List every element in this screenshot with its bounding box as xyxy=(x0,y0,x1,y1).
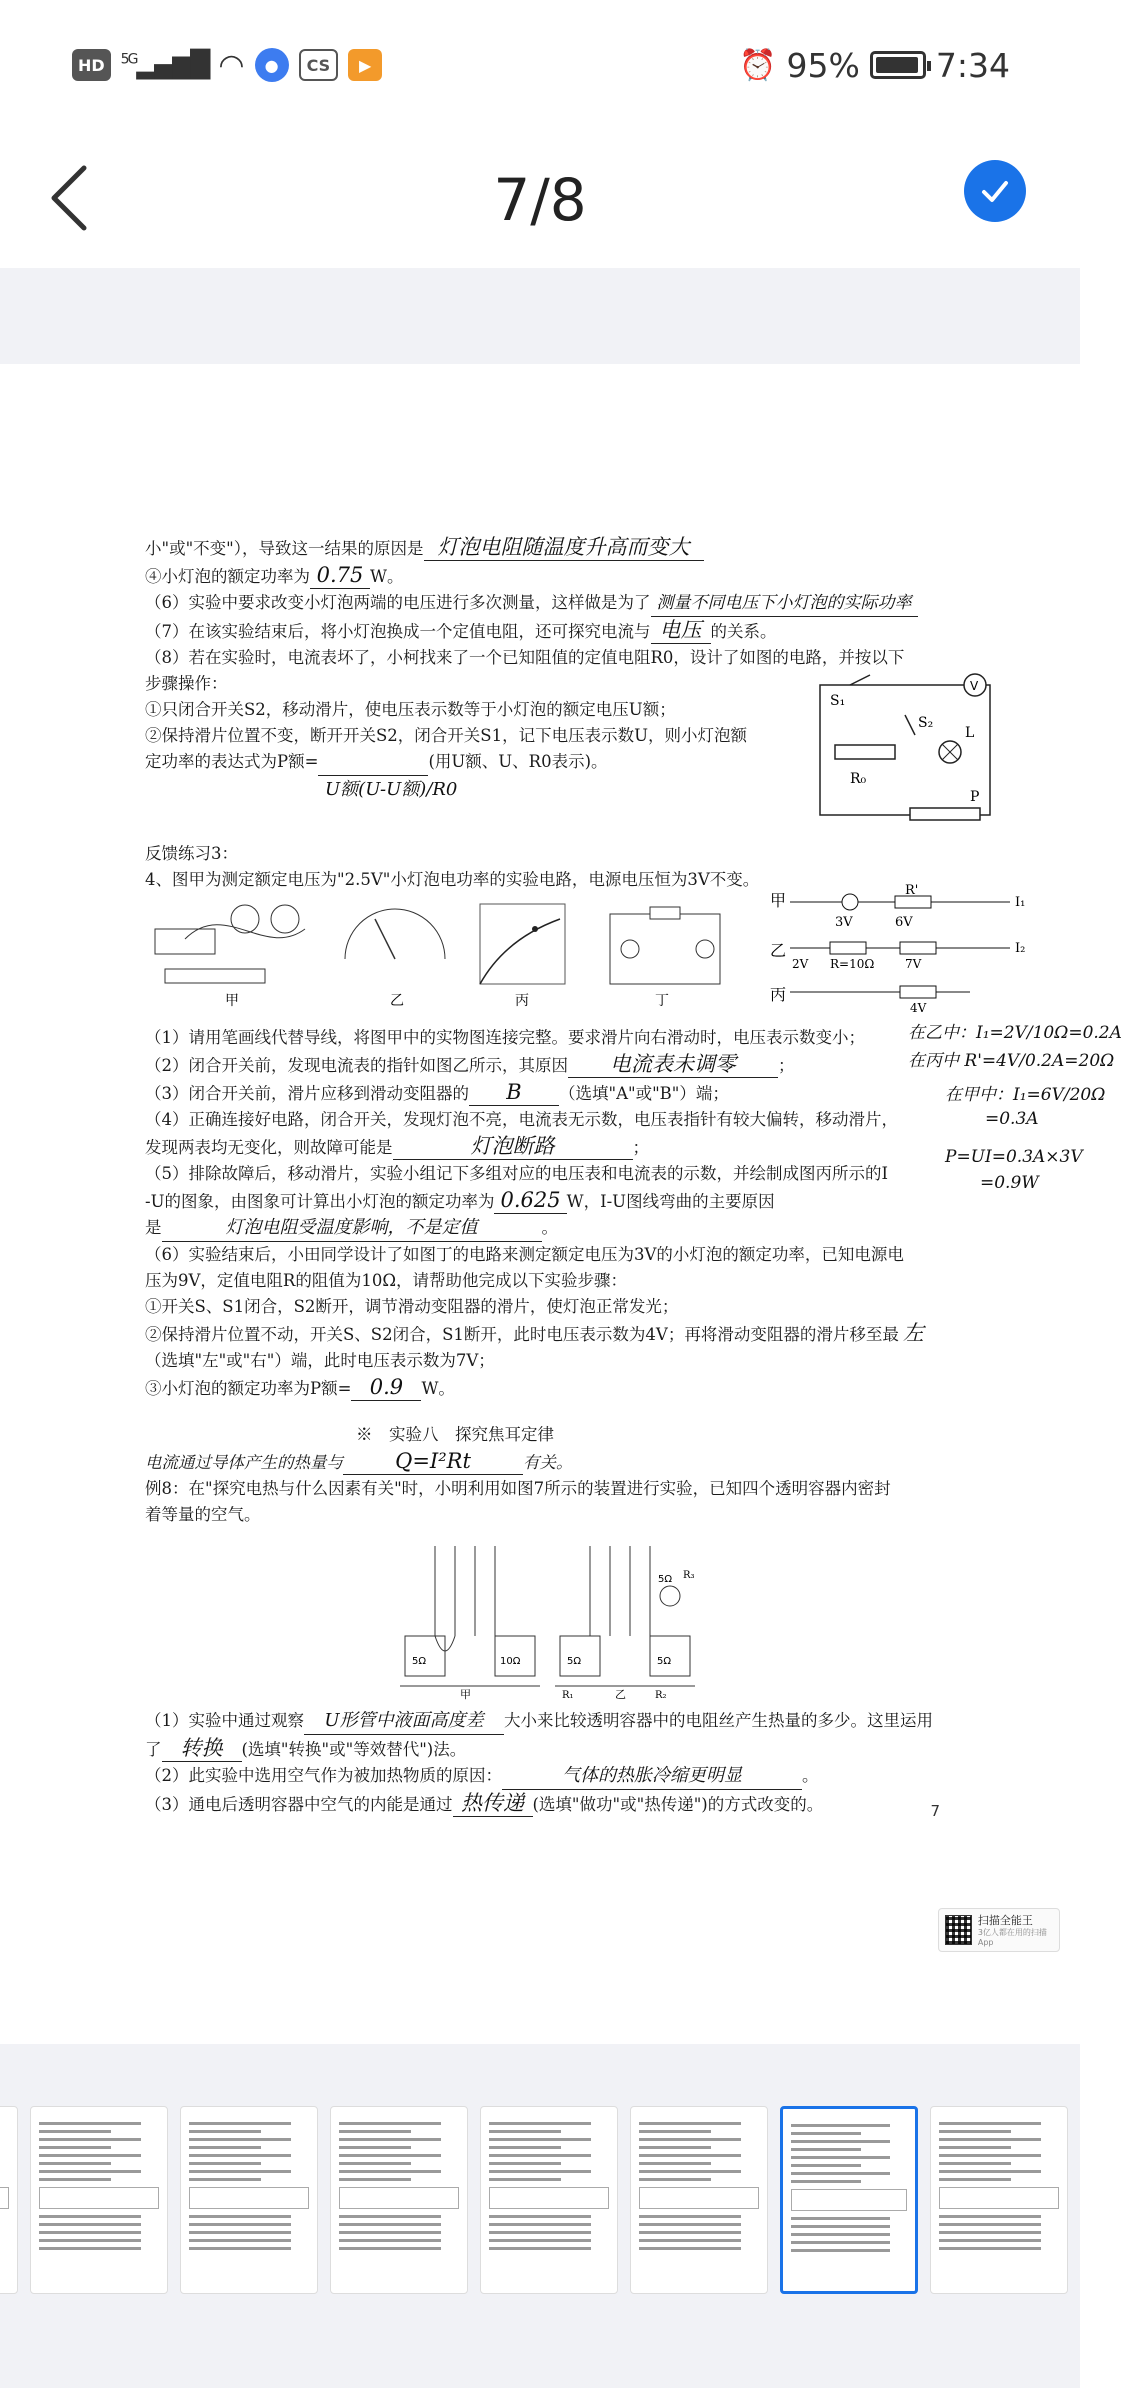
figure-7-joule xyxy=(145,1528,1015,1708)
watermark-subtitle: 3亿人都在用的扫描App xyxy=(977,1927,1047,1947)
figure-ding-circuit xyxy=(600,899,730,1009)
page-thumbnail[interactable] xyxy=(480,2106,618,2294)
status-bar xyxy=(0,0,1080,130)
top-nav xyxy=(0,130,1080,270)
status-right xyxy=(739,46,1010,85)
doc-line: （5）排除故障后，移动滑片，实验小组记下多组对应的电压表和电流表的示数，并绘制成图丙所示的I xyxy=(145,1164,889,1183)
doc-line: （8）若在实验时，电流表坏了，小柯找来了一个已知阻值的定值电阻R0，设计了如图的电路，并按以下 xyxy=(145,648,905,667)
fig7-label: R₁ xyxy=(562,1690,574,1701)
sketch-label: 4V xyxy=(910,1001,927,1015)
figure-label: 丙 xyxy=(515,993,529,1009)
doc-line: 压为9V，定值电阻R的阻值为10Ω，请帮助他完成以下实验步骤： xyxy=(145,1271,628,1290)
thumbnail-strip[interactable] xyxy=(0,2044,1080,2388)
doc-line: 步骤操作： xyxy=(145,674,228,693)
doc-line: （4）正确连接好电路，闭合开关，发现灯泡不亮，电流表无示数，电压表指针有较大偏转，移动滑片， xyxy=(145,1110,898,1129)
side-note: P=UI=0.3A×3V xyxy=(945,1147,1083,1167)
sketch-label: 丙 xyxy=(770,985,787,1004)
page-thumbnail[interactable] xyxy=(630,2106,768,2294)
handwritten-circuit-sketch xyxy=(770,883,1040,1016)
sketch-label: R' xyxy=(905,883,919,898)
doc-line: （1）实验中通过观察 U形管中液面高度差 大小来比较透明容器中的电阻丝产生热量的多少。这里运用 xyxy=(145,1708,1015,1735)
fig7-label: 5Ω xyxy=(658,1574,673,1585)
figure-7-diagram xyxy=(400,1536,700,1701)
fig7-label: 乙 xyxy=(615,1688,626,1701)
doc-line: 了 转换 (选填"转换"或"等效替代")法。 xyxy=(145,1736,467,1760)
sketch-label: I₂ xyxy=(1015,941,1026,956)
signal-icon: $^{5G}$▂▄▆█ xyxy=(120,50,209,80)
fig7-label: R₂ xyxy=(655,1690,667,1701)
doc-line: ③小灯泡的额定功率为P额= 0.9 W。 xyxy=(145,1375,455,1399)
doc-line: 是 灯泡电阻受温度影响，不是定值 。 xyxy=(145,1215,1015,1242)
thumbnail-list xyxy=(0,2106,1068,2294)
page-thumbnail[interactable] xyxy=(180,2106,318,2294)
side-note: =0.3A xyxy=(985,1109,1039,1129)
video-app-icon: ▶ xyxy=(348,49,382,81)
doc-line: -U的图象，由图象可计算出小灯泡的额定功率为 0.625 W，I-U图线弯曲的主要原因 xyxy=(145,1188,775,1212)
page-thumbnail[interactable] xyxy=(30,2106,168,2294)
fig7-label: 5Ω xyxy=(567,1656,582,1667)
doc-line: 定功率的表达式为P额= (用U额、U、R0表示)。 xyxy=(145,749,1015,776)
side-note: =0.9W xyxy=(980,1173,1039,1193)
side-note: 在乙中：I₁=2V/10Ω=0.2A xyxy=(908,1023,1122,1043)
page-thumbnail[interactable] xyxy=(930,2106,1068,2294)
wifi-icon: ◠ xyxy=(218,47,245,83)
sketch-label: 7V xyxy=(905,957,922,971)
document-text xyxy=(145,534,1015,1818)
figure-label: 丁 xyxy=(655,993,669,1009)
sketch-label: 2V xyxy=(792,957,809,971)
sketch-label: I₁ xyxy=(1015,895,1026,910)
svg-text:S₂: S₂ xyxy=(918,715,934,731)
doc-line: （2）闭合开关前，发现电流表的指针如图乙所示，其原因 电流表未调零 ； xyxy=(145,1052,795,1076)
confirm-button[interactable] xyxy=(964,160,1026,222)
fig7-label: 甲 xyxy=(460,1688,471,1701)
sketch-label: R=10Ω xyxy=(830,957,875,971)
sketch-label: 6V xyxy=(895,915,913,930)
page-number: 7 xyxy=(930,1802,940,1820)
fig7-label: 10Ω xyxy=(500,1656,521,1667)
fig7-label: R₃ xyxy=(683,1570,695,1581)
page-thumbnail[interactable] xyxy=(330,2106,468,2294)
spacer-band xyxy=(0,268,1080,364)
qr-code-icon xyxy=(945,1915,972,1945)
page-thumbnail[interactable] xyxy=(0,2106,18,2294)
doc-line: （7）在该实验结束后，将小灯泡换成一个定值电阻，还可探究电流与 电压 的关系。 xyxy=(145,618,777,642)
figure-jia xyxy=(145,899,325,1009)
doc-line: ②保持滑片位置不动，开关S、S2闭合，S1断开，此时电压表示数为4V；再将滑动变阻器的滑片移至最 左 xyxy=(145,1321,924,1345)
doc-line: ①开关S、S1闭合，S2断开，调节滑动变阻器的滑片，使灯泡正常发光； xyxy=(145,1297,679,1316)
doc-line: （6）实验中要求改变小灯泡两端的电压进行多次测量，这样做是为了 测量不同电压下小灯泡的实际功率 xyxy=(145,590,1015,617)
status-left xyxy=(72,48,382,83)
figure-label: 甲 xyxy=(225,993,239,1009)
doc-line: 反馈练习3： xyxy=(145,844,238,863)
fig7-label: 5Ω xyxy=(657,1656,672,1667)
doc-line: （6）实验结束后，小田同学设计了如图丁的电路来测定额定电压为3V的小灯泡的额定功率，已知电源电 xyxy=(145,1245,904,1264)
figure-bing-graph xyxy=(465,899,575,1009)
section-title: ※ 实验八 探究焦耳定律 xyxy=(356,1425,554,1444)
page-thumbnail[interactable] xyxy=(780,2106,918,2294)
doc-line: ①只闭合开关S2，移动滑片，使电压表示数等于小灯泡的额定电压U额； xyxy=(145,700,676,719)
side-note: 在丙中 R'=4V/0.2A=20Ω xyxy=(908,1051,1115,1071)
doc-line: （3）闭合开关前，滑片应移到滑动变阻器的 B （选填"A"或"B"）端； xyxy=(145,1080,729,1104)
circuit-diagram-r0 xyxy=(810,665,1010,835)
sketch-label: 乙 xyxy=(770,941,787,960)
doc-line: （3）通电后透明容器中空气的内能是通过 热传递 (选填"做功"或"热传递")的方式改变的。 xyxy=(145,1791,824,1815)
camscanner-watermark xyxy=(938,1908,1060,1952)
svg-text:S₁: S₁ xyxy=(830,693,846,709)
doc-line: （2）此实验中选用空气作为被加热物质的原因： 气体的热胀冷缩更明显 。 xyxy=(145,1763,1015,1790)
doc-line: 例8：在"探究电热与什么因素有关"时，小明利用如图7所示的装置进行实验，已知四个透明容器内密封 xyxy=(145,1479,891,1498)
page-counter: 7/8 xyxy=(493,166,587,234)
figure-yi-ammeter xyxy=(335,899,455,1009)
doc-line: 小"或"不变"），导致这一结果的原因是 灯泡电阻随温度升高而变大 xyxy=(145,534,1015,562)
doc-line: 电流通过导体产生的热量与 Q=I²Rt 有关。 xyxy=(145,1449,573,1473)
svg-text:L: L xyxy=(965,725,975,741)
side-note: 在甲中：I₁=6V/20Ω xyxy=(945,1085,1106,1105)
doc-line: ④小灯泡的额定功率为 0.75 W。 xyxy=(145,563,404,587)
app-notification-icon: ● xyxy=(255,48,289,82)
hd-icon: HD xyxy=(72,49,111,81)
svg-text:R₀: R₀ xyxy=(850,771,867,787)
camscanner-icon: CS xyxy=(299,49,339,81)
figure-label: 乙 xyxy=(390,993,404,1009)
sketch-label: 3V xyxy=(835,915,853,930)
fig7-label: 5Ω xyxy=(412,1656,427,1667)
clock: 7:34 xyxy=(935,45,1010,85)
doc-line: 着等量的空气。 xyxy=(145,1505,261,1524)
svg-text:V: V xyxy=(970,679,979,693)
alarm-icon: ⏰ xyxy=(739,47,777,83)
battery-icon xyxy=(870,51,926,79)
svg-text:P: P xyxy=(970,789,980,805)
doc-line: 4、图甲为测定额定电压为"2.5V"小灯泡电功率的实验电路，电源电压恒为3V不变。 xyxy=(145,870,760,889)
handwritten-formula: U额(U-U额)/R0 xyxy=(325,779,458,800)
doc-line: 发现两表均无变化，则故障可能是 灯泡断路 ； xyxy=(145,1134,649,1158)
check-icon xyxy=(978,174,1012,208)
back-button[interactable] xyxy=(44,158,104,238)
document-page[interactable] xyxy=(0,364,1122,2044)
sketch-label: 甲 xyxy=(770,891,787,910)
battery-percent: 95% xyxy=(786,45,860,85)
chevron-left-icon xyxy=(44,158,94,238)
doc-line: （1）请用笔画线代替导线，将图甲中的实物图连接完整。要求滑片向右滑动时，电压表示数变小； xyxy=(145,1028,865,1047)
watermark-title: 扫描全能王 xyxy=(977,1913,1033,1927)
doc-line: ②保持滑片位置不变，断开开关S2，闭合开关S1，记下电压表示数U，则小灯泡额 xyxy=(145,726,748,745)
doc-line: （选填"左"或"右"）端，此时电压表示数为7V； xyxy=(145,1351,495,1370)
